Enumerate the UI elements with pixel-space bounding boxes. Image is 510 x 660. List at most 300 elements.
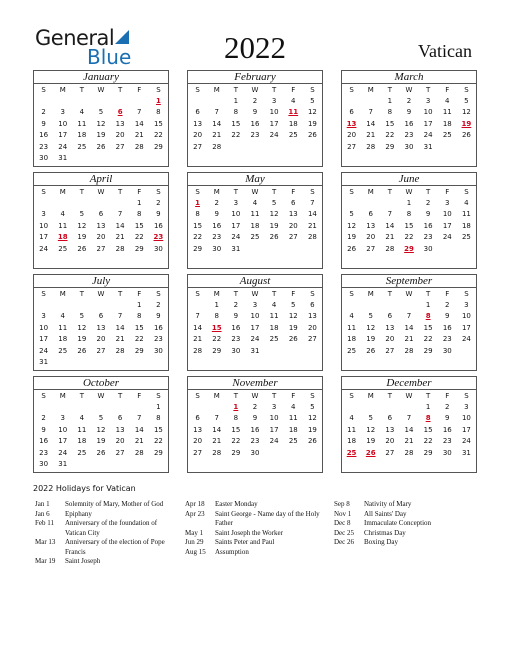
day-cell: 9	[252, 108, 258, 117]
day-cell	[149, 459, 168, 470]
weekday-label: F	[291, 392, 296, 400]
day-cell: 3	[271, 403, 277, 411]
day-cell: 8	[406, 210, 412, 219]
day-cell: 5	[464, 97, 469, 105]
logo-text-general: General	[35, 26, 115, 50]
day-cell	[34, 402, 53, 413]
day-cell: 26	[77, 346, 87, 355]
day-cell: 12	[307, 108, 317, 117]
day-cell	[34, 300, 53, 311]
day-cell: 21	[115, 233, 125, 242]
weekday-label: F	[291, 86, 296, 94]
day-cell: 27	[347, 142, 357, 151]
day-cell: 19	[96, 131, 106, 140]
day-cell: 19	[366, 335, 376, 344]
day-cell: 10	[423, 108, 433, 117]
day-cell: 29	[134, 244, 144, 253]
day-cell: 22	[193, 233, 203, 242]
holiday-column	[35, 500, 175, 567]
day-cell: 28	[115, 346, 125, 355]
day-cell: 13	[346, 119, 357, 128]
holiday-name: Saints Peter and Paul	[215, 538, 275, 546]
day-cell	[130, 459, 149, 470]
month-june	[341, 172, 477, 269]
day-cell: 5	[349, 210, 354, 219]
day-cell: 3	[60, 108, 65, 117]
day-cell: 29	[404, 244, 414, 253]
weekday-label: F	[137, 86, 142, 94]
week-row	[34, 119, 168, 130]
day-cell: 20	[366, 233, 376, 242]
day-cell	[130, 96, 149, 107]
day-cell: 19	[307, 425, 317, 434]
day-cell: 25	[250, 233, 260, 242]
day-cell: 17	[461, 425, 471, 434]
day-cell	[361, 402, 380, 413]
day-cell: 27	[96, 346, 106, 355]
month-name: May	[188, 173, 322, 186]
day-cell: 22	[134, 233, 144, 242]
logo	[35, 26, 135, 68]
day-cell: 28	[115, 244, 125, 253]
weekday-label: T	[271, 392, 277, 400]
day-cell	[188, 402, 207, 413]
day-cell: 7	[117, 312, 123, 321]
day-cell: 2	[156, 199, 161, 207]
day-cell	[457, 244, 476, 255]
holiday-item	[185, 500, 327, 510]
day-cell: 2	[425, 199, 431, 207]
day-cell: 4	[291, 97, 296, 105]
day-cell: 21	[307, 221, 317, 230]
day-cell: 16	[153, 221, 163, 230]
day-cell: 5	[291, 301, 296, 309]
day-cell: 11	[288, 414, 298, 423]
weekday-label: S	[156, 290, 161, 298]
day-cell: 4	[291, 403, 296, 411]
day-cell: 20	[385, 437, 395, 446]
week-row	[188, 311, 322, 322]
day-cell: 4	[79, 414, 85, 423]
day-cell: 30	[212, 244, 222, 253]
week-row	[342, 119, 476, 130]
day-cell: 3	[252, 301, 258, 309]
day-cell: 18	[461, 221, 471, 230]
day-cell: 2	[252, 97, 258, 105]
day-cell: 13	[288, 210, 298, 219]
holiday-date: Mar 13	[35, 538, 56, 546]
day-cell: 16	[404, 119, 414, 128]
weekday-header	[342, 390, 476, 402]
day-cell: 26	[347, 244, 357, 253]
day-cell: 5	[310, 403, 315, 411]
day-cell: 20	[115, 437, 125, 446]
day-cell: 18	[77, 131, 87, 140]
day-cell: 20	[193, 437, 203, 446]
holiday-item	[185, 529, 327, 539]
weekday-label: F	[137, 392, 142, 400]
day-cell: 30	[231, 346, 241, 355]
day-cell	[342, 402, 361, 413]
day-cell: 31	[231, 244, 241, 253]
day-cell: 2	[41, 414, 46, 423]
day-cell: 25	[269, 335, 279, 344]
day-cell: 26	[366, 346, 376, 355]
day-cell: 21	[134, 437, 144, 446]
day-cell: 26	[96, 448, 106, 457]
holiday-date: Aug 15	[185, 547, 206, 556]
day-cell: 4	[445, 97, 450, 105]
day-cell: 9	[41, 425, 46, 434]
day-cell: 6	[117, 108, 123, 117]
day-cell: 6	[291, 199, 296, 207]
day-cell: 3	[464, 301, 469, 309]
day-cell: 23	[423, 233, 433, 242]
weekday-label: M	[59, 86, 66, 94]
week-row	[34, 96, 168, 107]
month-name: August	[188, 275, 322, 288]
day-cell: 14	[307, 210, 317, 219]
holiday-name: Christmas Day	[364, 528, 406, 537]
day-cell	[53, 402, 72, 413]
weekday-label: S	[349, 290, 354, 298]
day-cell: 26	[96, 142, 106, 151]
week-row	[34, 459, 168, 470]
month-name: November	[188, 377, 322, 390]
day-cell: 30	[153, 346, 163, 355]
day-cell: 23	[39, 448, 49, 457]
week-row	[188, 402, 322, 413]
day-cell: 24	[250, 335, 260, 344]
day-cell	[303, 142, 322, 153]
day-cell: 12	[269, 210, 279, 219]
day-cell: 6	[387, 312, 393, 321]
holiday-date: Sep 8	[334, 500, 350, 508]
day-cell	[284, 346, 303, 357]
day-cell: 11	[442, 108, 452, 117]
day-cell: 22	[385, 131, 395, 140]
day-cell	[245, 244, 264, 255]
weekday-label: W	[405, 392, 413, 400]
day-cell: 1	[155, 97, 161, 105]
day-cell	[303, 244, 322, 255]
day-cell: 27	[115, 142, 125, 151]
day-cell: 13	[385, 323, 395, 332]
day-cell: 24	[58, 448, 68, 457]
day-cell	[91, 300, 110, 311]
day-cell: 7	[117, 210, 123, 219]
day-cell: 30	[39, 153, 49, 162]
day-cell: 10	[231, 210, 241, 219]
day-cell: 26	[269, 233, 279, 242]
weekday-label: S	[195, 86, 200, 94]
day-cell: 31	[39, 357, 49, 366]
day-cell: 1	[425, 301, 431, 309]
day-cell: 29	[134, 346, 144, 355]
day-cell: 25	[288, 131, 298, 140]
day-cell	[265, 244, 284, 255]
day-cell: 7	[137, 108, 142, 117]
week-row	[188, 413, 322, 424]
week-row	[342, 346, 476, 357]
weekday-label: S	[464, 290, 469, 298]
holiday-name: All Saints' Day	[364, 509, 407, 518]
month-january	[33, 70, 169, 167]
day-cell: 24	[461, 437, 471, 446]
holiday-date: Jan 6	[35, 509, 50, 518]
day-cell: 27	[366, 244, 376, 253]
weekday-label: T	[79, 392, 84, 400]
day-cell: 22	[231, 131, 241, 140]
day-cell: 17	[231, 221, 241, 230]
weekday-label: T	[233, 188, 238, 196]
week-row	[188, 221, 322, 232]
week-row	[188, 244, 322, 255]
week-row	[34, 244, 168, 255]
week-row	[34, 198, 168, 209]
day-cell	[72, 96, 91, 107]
day-cell	[207, 96, 226, 107]
week-row	[34, 153, 168, 164]
day-cell: 21	[385, 233, 395, 242]
month-name: March	[342, 71, 476, 84]
day-cell: 28	[307, 233, 317, 242]
weekday-label: W	[251, 392, 259, 400]
day-cell: 20	[288, 221, 298, 230]
day-cell: 2	[41, 108, 46, 117]
day-cell: 26	[461, 131, 471, 140]
weekday-label: T	[271, 188, 277, 196]
day-cell: 28	[212, 142, 222, 151]
day-cell: 25	[58, 346, 68, 355]
holiday-item	[334, 529, 474, 539]
day-cell: 8	[195, 210, 200, 219]
day-cell: 5	[79, 210, 85, 219]
day-cell	[149, 357, 168, 368]
weekday-label: T	[79, 188, 84, 196]
day-cell: 8	[425, 312, 431, 321]
weekday-label: T	[271, 86, 277, 94]
day-cell: 3	[425, 97, 431, 105]
day-cell	[188, 300, 207, 311]
day-cell: 3	[233, 199, 239, 207]
weekday-label: S	[156, 392, 161, 400]
day-cell: 7	[406, 414, 412, 423]
day-cell	[91, 198, 110, 209]
day-cell: 4	[271, 301, 277, 309]
day-cell: 1	[425, 403, 431, 411]
holiday-name: Nativity of Mary	[364, 500, 412, 508]
day-cell	[284, 142, 303, 153]
day-cell	[342, 96, 361, 107]
logo-triangle-icon	[115, 30, 129, 44]
day-cell: 16	[212, 221, 222, 230]
day-cell: 13	[96, 221, 106, 230]
day-cell: 28	[193, 346, 203, 355]
day-cell: 17	[461, 323, 471, 332]
day-cell: 13	[193, 119, 203, 128]
day-cell	[130, 153, 149, 164]
day-cell	[72, 198, 91, 209]
weekday-label: T	[425, 290, 431, 298]
day-cell	[130, 357, 149, 368]
month-name: February	[188, 71, 322, 84]
day-cell: 2	[233, 301, 239, 309]
weekday-label: T	[271, 290, 277, 298]
day-cell: 27	[193, 142, 203, 151]
weekday-label: F	[445, 86, 450, 94]
day-cell	[53, 300, 72, 311]
week-row	[34, 300, 168, 311]
day-cell	[91, 357, 110, 368]
day-cell: 11	[77, 425, 87, 434]
day-cell: 19	[288, 323, 298, 332]
weekday-label: S	[195, 290, 200, 298]
holiday-date: Apr 18	[185, 500, 205, 508]
week-row	[342, 334, 476, 345]
holiday-item	[185, 548, 327, 558]
day-cell	[361, 300, 380, 311]
day-cell: 9	[41, 119, 46, 128]
week-row	[342, 232, 476, 243]
weekday-label: F	[291, 188, 296, 196]
day-cell: 9	[156, 312, 161, 321]
weekday-label: W	[97, 188, 105, 196]
day-cell	[91, 402, 110, 413]
day-cell: 5	[79, 312, 85, 321]
day-cell: 17	[58, 131, 68, 140]
month-name: June	[342, 173, 476, 186]
weekday-label: W	[251, 290, 259, 298]
day-cell: 25	[288, 437, 298, 446]
week-row	[188, 198, 322, 209]
day-cell: 28	[134, 448, 144, 457]
day-cell: 13	[115, 425, 125, 434]
day-cell: 9	[445, 414, 450, 423]
day-cell: 18	[77, 437, 87, 446]
day-cell: 17	[39, 233, 49, 242]
week-row	[34, 130, 168, 141]
country-title: Vatican	[418, 41, 472, 61]
day-cell	[457, 142, 476, 153]
day-cell: 16	[153, 323, 163, 332]
weekday-label: S	[156, 188, 161, 196]
day-cell: 23	[250, 437, 260, 446]
month-name: October	[34, 377, 168, 390]
day-cell: 17	[269, 119, 279, 128]
day-cell	[111, 357, 130, 368]
day-cell: 11	[269, 312, 279, 321]
weekday-label: M	[59, 290, 66, 298]
day-cell: 2	[406, 97, 412, 105]
weekday-header	[188, 186, 322, 198]
day-cell: 5	[310, 97, 315, 105]
day-cell: 23	[442, 437, 452, 446]
day-cell: 23	[39, 142, 49, 151]
day-cell: 1	[387, 97, 393, 105]
week-row	[34, 436, 168, 447]
day-cell: 29	[153, 448, 163, 457]
day-cell	[361, 198, 380, 209]
day-cell: 31	[250, 346, 260, 355]
weekday-label: S	[310, 290, 315, 298]
day-cell: 11	[347, 323, 357, 332]
day-cell	[130, 402, 149, 413]
day-cell: 9	[252, 414, 258, 423]
day-cell: 22	[212, 335, 222, 344]
day-cell	[111, 402, 130, 413]
month-name: December	[342, 377, 476, 390]
day-cell: 10	[250, 312, 260, 321]
holiday-item	[185, 510, 327, 529]
month-name: January	[34, 71, 168, 84]
day-cell: 16	[250, 425, 260, 434]
day-cell: 6	[117, 414, 123, 423]
day-cell: 27	[307, 335, 317, 344]
day-cell: 17	[39, 335, 49, 344]
weekday-label: M	[213, 86, 220, 94]
week-row	[34, 334, 168, 345]
day-cell: 3	[41, 210, 46, 219]
month-may	[187, 172, 323, 269]
weekday-label: T	[425, 392, 431, 400]
day-cell: 19	[269, 221, 279, 230]
week-row	[34, 209, 168, 220]
day-cell: 14	[212, 119, 222, 128]
weekday-header	[342, 186, 476, 198]
day-cell: 12	[77, 221, 87, 230]
day-cell: 29	[193, 244, 203, 253]
day-cell: 6	[349, 108, 354, 117]
weekday-label: W	[97, 290, 105, 298]
holiday-name: Assumption	[215, 547, 249, 556]
day-cell	[207, 402, 226, 413]
weekday-label: M	[367, 188, 374, 196]
day-cell: 17	[58, 437, 68, 446]
holiday-date: Dec 25	[334, 528, 355, 537]
day-cell: 29	[423, 346, 433, 355]
weekday-label: T	[117, 86, 123, 94]
holiday-date: Mar 19	[35, 557, 56, 565]
day-cell: 17	[250, 323, 260, 332]
day-cell	[265, 448, 284, 459]
day-cell: 31	[58, 153, 68, 162]
day-cell: 9	[214, 210, 219, 219]
holiday-name: Saint Joseph the Worker	[215, 528, 283, 537]
weekday-label: T	[387, 290, 392, 298]
day-cell: 3	[271, 97, 277, 105]
day-cell: 31	[423, 142, 433, 151]
weekday-label: W	[97, 392, 105, 400]
week-row	[34, 448, 168, 459]
day-cell: 8	[387, 108, 393, 117]
weekday-label: T	[233, 86, 238, 94]
day-cell: 9	[233, 312, 239, 321]
holiday-date: Jan 1	[35, 500, 50, 508]
weekday-label: S	[41, 188, 46, 196]
day-cell: 29	[153, 142, 163, 151]
holiday-item	[35, 538, 175, 557]
day-cell: 9	[425, 210, 431, 219]
day-cell: 4	[349, 414, 354, 423]
day-cell: 28	[404, 448, 414, 457]
day-cell: 10	[461, 312, 471, 321]
day-cell	[72, 300, 91, 311]
day-cell: 25	[77, 448, 87, 457]
day-cell: 23	[212, 233, 222, 242]
day-cell: 24	[58, 142, 68, 151]
month-name: September	[342, 275, 476, 288]
